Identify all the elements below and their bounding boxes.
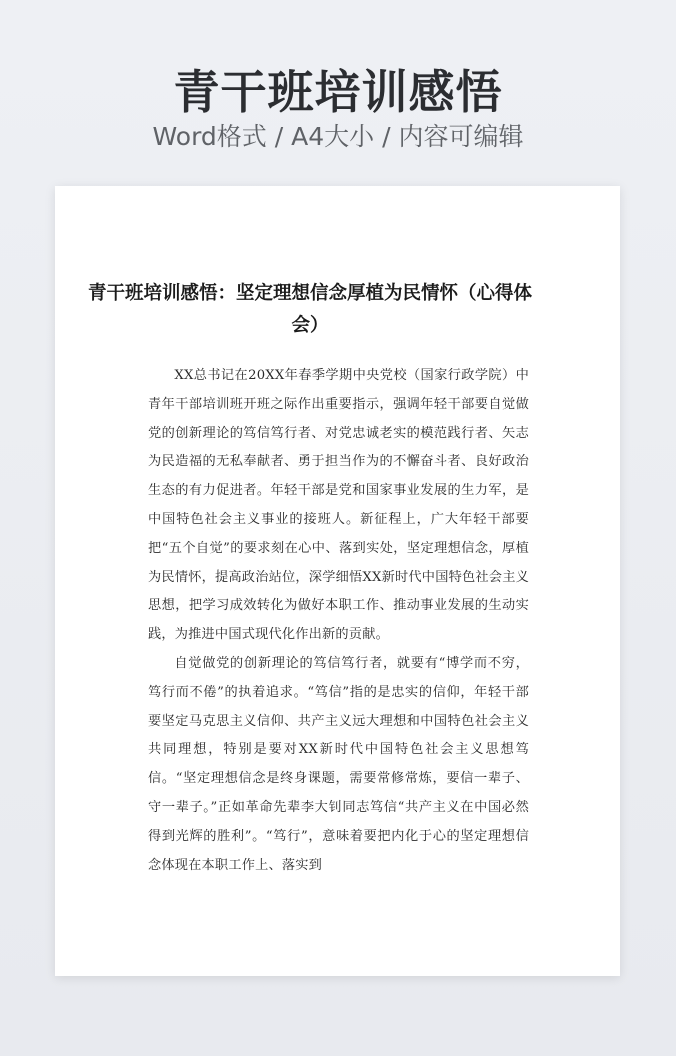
banner-subtitle: Word格式 / A4大小 / 内容可编辑 <box>152 122 524 151</box>
banner-title: 青干班培训感悟 <box>173 65 503 119</box>
document-paragraph-1: XX总书记在20XX年春季学期中央党校（国家行政学院）中青年干部培训班开班之际作出重要指示，强调年轻干部要自觉做党的创新理论的笃信笃行者、对党忠诚老实的模范践行者、矢志为民造福的无私奉献者、勇于担当作为的不懈奋斗者、良好政治生态的有力促进者。年轻干部是党和国家事业发展的生力军，是中国特色社会主义事业的接班人。新征程上，广大年轻干部要把“五个自觉”的要求刻在心中、落到实处，坚定理想信念，厚植为民情怀，提高政治站位，深学细悟XX新时代中国特色社会主义思想，把学习成效转化为做好本职工作、推动事业发展的生动实践，为推进中国式现代化作出新的贡献。 <box>148 368 529 643</box>
document-paragraph-2: 自觉做党的创新理论的笃信笃行者，就要有“博学而不穷，笃行而不倦”的执着追求。“笃信”指的是忠实的信仰，年轻干部要坚定马克思主义信仰、共产主义远大理想和中国特色社会主义共同理想，特别是要对XX新时代中国特色社会主义思想笃信。“坚定理想信念是终身课题，需要常修常炼，要信一辈子、守一辈子。”正如革命先辈李大钊同志笃信“共产主义在中国必然得到光辉的胜利”。“笃行”，意味着要把内化于心的坚定理想信念体现在本职工作上、落实到 <box>148 655 529 873</box>
document-title: 青干班培训感悟：坚定理想信念厚植为民情怀（心得体会） <box>88 283 533 336</box>
document-body <box>148 362 529 880</box>
